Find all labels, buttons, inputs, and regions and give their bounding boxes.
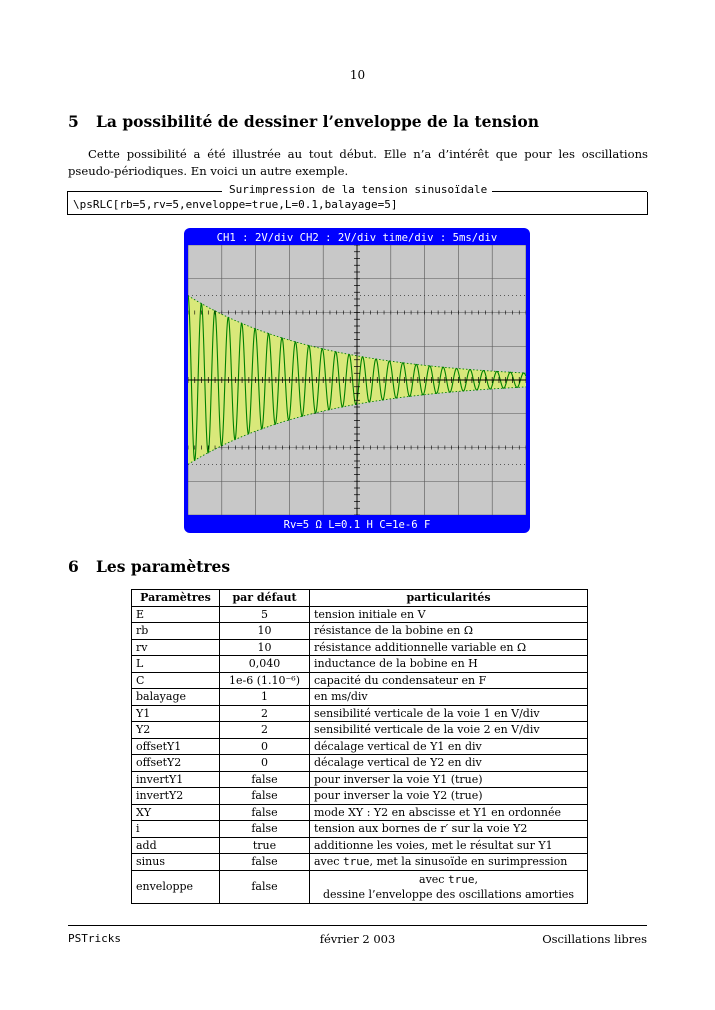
table-row [132,738,588,755]
cell-default: 2 [220,722,310,739]
table-row [132,837,588,854]
cell-default: 0,040 [220,656,310,673]
cell-param: i [132,821,220,838]
oscilloscope-screen [188,245,526,515]
intro-paragraph: Cette possibilité a été illustrée au tout début. Elle n’a d’intérêt que pour les oscillations pseudo-périodiques. En voici un autre exemple. [68,147,648,178]
parameters-table [131,589,588,904]
cell-note [310,870,588,903]
cell-param: add [132,837,220,854]
cell-default: 0 [220,738,310,755]
cell-default: 0 [220,755,310,772]
cell-note: pour inverser la voie Y1 (true) [310,771,588,788]
table-row [132,606,588,623]
cell-param: offsetY1 [132,738,220,755]
note-code: true [447,872,475,886]
header-parametres: Paramètres [132,590,220,607]
cell-default: false [220,788,310,805]
cell-param: Y2 [132,722,220,739]
cell-default: 2 [220,705,310,722]
cell-default: true [220,837,310,854]
cell-default: 10 [220,639,310,656]
header-particularites: particularités [310,590,588,607]
cell-default: 1 [220,689,310,706]
cell-note: résistance additionnelle variable en Ω [310,639,588,656]
cell-note: résistance de la bobine en Ω [310,623,588,640]
cell-note: pour inverser la voie Y2 (true) [310,788,588,805]
table-row [132,639,588,656]
cell-note: inductance de la bobine en H [310,656,588,673]
cell-default: false [220,804,310,821]
cell-param: sinus [132,854,220,871]
cell-note: tension aux bornes de r′ sur la voie Y2 [310,821,588,838]
table-row [132,854,588,871]
cell-note: décalage vertical de Y2 en div [310,755,588,772]
table-row [132,623,588,640]
cell-note [310,854,588,871]
cell-default: 1e-6 (1.10⁻⁶) [220,672,310,689]
cell-note: décalage vertical de Y1 en div [310,738,588,755]
note-text: , [474,872,478,886]
table-row [132,722,588,739]
cell-param: C [132,672,220,689]
note-text: , met la sinusoïde en surimpression [369,855,568,869]
scope-circuit-label: Rv=5 Ω L=0.1 H C=1e-6 F [283,519,431,531]
cell-note: en ms/div [310,689,588,706]
cell-default: false [220,870,310,903]
cell-param: invertY1 [132,771,220,788]
cell-param: E [132,606,220,623]
footer-left: PSTricks [68,932,121,945]
cell-param: rv [132,639,220,656]
listing-title: Surimpression de la tension sinusoïdale [225,183,491,196]
scope-settings-label: CH1 : 2V/div CH2 : 2V/div time/div : 5ms/div [216,232,498,244]
cell-default: false [220,821,310,838]
table-row [132,656,588,673]
page-number: 10 [349,68,366,82]
cell-param: Y1 [132,705,220,722]
cell-param: L [132,656,220,673]
table-row [132,870,588,903]
section-6-heading [68,557,230,576]
code-listing: \psRLC[rb=5,rv=5,enveloppe=true,L=0.1,balayage=5] [73,198,398,211]
table-row [132,771,588,788]
table-header-row [132,590,588,607]
table-row [132,788,588,805]
note-text: avec [314,855,343,869]
header-par-defaut: par défaut [220,590,310,607]
section-5-title: La possibilité de dessiner l’enveloppe de la tension [96,112,539,131]
cell-note: sensibilité verticale de la voie 1 en V/div [310,705,588,722]
cell-note: additionne les voies, met le résultat sur Y1 [310,837,588,854]
cell-note: mode XY : Y2 en abscisse et Y1 en ordonnée [310,804,588,821]
cell-param: XY [132,804,220,821]
cell-default: false [220,854,310,871]
footer-center: février 2 003 [319,932,396,946]
note-line-2: dessine l’enveloppe des oscillations amorties [323,887,574,901]
section-6-title: Les paramètres [96,557,231,576]
table-row [132,804,588,821]
cell-param: offsetY2 [132,755,220,772]
footer-rule [68,925,647,926]
cell-note: sensibilité verticale de la voie 2 en V/div [310,722,588,739]
cell-default: 5 [220,606,310,623]
cell-param: enveloppe [132,870,220,903]
cell-default: 10 [220,623,310,640]
note-code: true [342,855,370,869]
note-text: avec [419,872,448,886]
note-line-1 [314,872,583,887]
cell-param: balayage [132,689,220,706]
footer-right: Oscillations libres [542,932,647,946]
table-row [132,755,588,772]
section-5-heading [68,112,539,131]
cell-note: capacité du condensateur en F [310,672,588,689]
table-row [132,672,588,689]
cell-default: false [220,771,310,788]
section-6-number: 6 [68,557,79,576]
cell-note: tension initiale en V [310,606,588,623]
cell-param: invertY2 [132,788,220,805]
cell-param: rb [132,623,220,640]
table-row [132,705,588,722]
section-5-number: 5 [68,112,79,131]
table-row [132,821,588,838]
table-row [132,689,588,706]
